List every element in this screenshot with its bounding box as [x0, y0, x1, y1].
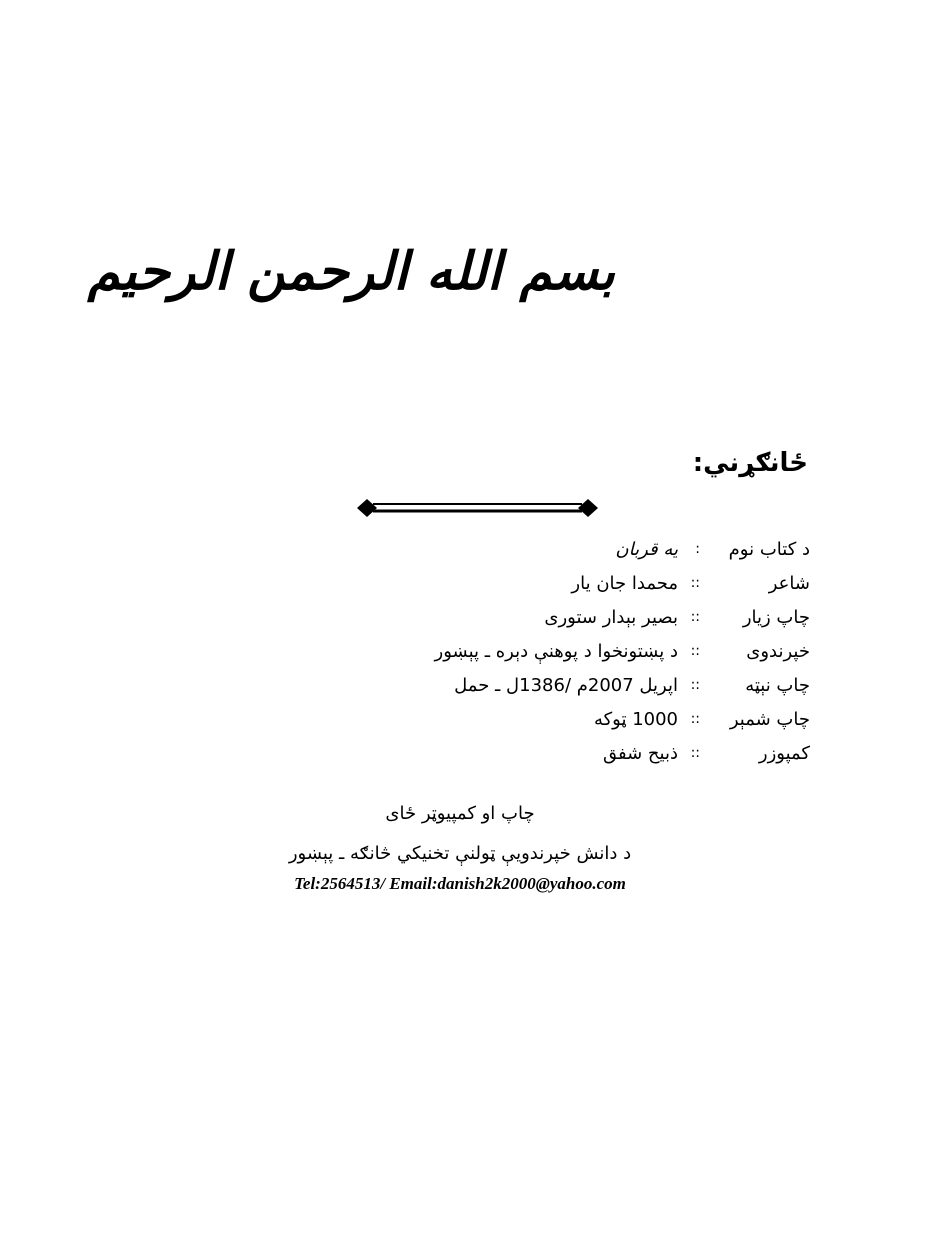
- printer-name: د دانش خپرندویې ټولنې تخنیکي څانګه ـ پېښور: [288, 843, 632, 864]
- detail-label: چاپ زیار: [742, 606, 810, 628]
- detail-label: خپرندوی: [746, 640, 810, 662]
- detail-label: شاعر: [768, 572, 810, 594]
- detail-row-poet: [435, 566, 810, 600]
- detail-separator: :: [695, 541, 700, 557]
- book-details-table: [435, 532, 810, 770]
- detail-separator: ::: [690, 711, 700, 727]
- detail-row-title: [435, 532, 810, 566]
- detail-value: بصیر بېدار ستوری: [544, 606, 678, 628]
- bismillah-calligraphy: بسم الله الرحمن الرحيم: [87, 242, 615, 302]
- detail-separator: ::: [690, 745, 700, 761]
- detail-label: چاپ شمېر: [729, 708, 810, 730]
- detail-row-print-effort: [435, 600, 810, 634]
- detail-label: د کتاب نوم: [728, 538, 810, 560]
- detail-value: 1000 ټوکه: [593, 708, 678, 730]
- detail-value: د پښتونخوا د پوهنې دېره ـ پېښور: [434, 640, 678, 662]
- detail-value: اپریل 2007م /1386ل ـ حمل: [454, 674, 678, 696]
- detail-row-composer: [435, 736, 810, 770]
- ornamental-divider: [355, 495, 600, 521]
- detail-value: یه قربان: [615, 538, 678, 560]
- detail-row-print-count: [435, 702, 810, 736]
- detail-label: کمپوزر: [758, 742, 810, 764]
- detail-value: ذبیح شفق: [603, 742, 678, 764]
- detail-separator: ::: [690, 677, 700, 693]
- detail-separator: ::: [690, 575, 700, 591]
- detail-value: محمدا جان یار: [571, 572, 678, 594]
- detail-separator: ::: [690, 609, 700, 625]
- detail-label: چاپ نېټه: [745, 674, 810, 696]
- section-heading: ځانګړني:: [692, 448, 808, 478]
- printer-contact: Tel:2564513/ Email:danish2k2000@yahoo.com: [294, 874, 626, 893]
- detail-row-publisher: [435, 634, 810, 668]
- printer-heading: چاپ او کمپیوټر ځای: [385, 803, 535, 824]
- detail-row-print-date: [435, 668, 810, 702]
- detail-separator: ::: [690, 643, 700, 659]
